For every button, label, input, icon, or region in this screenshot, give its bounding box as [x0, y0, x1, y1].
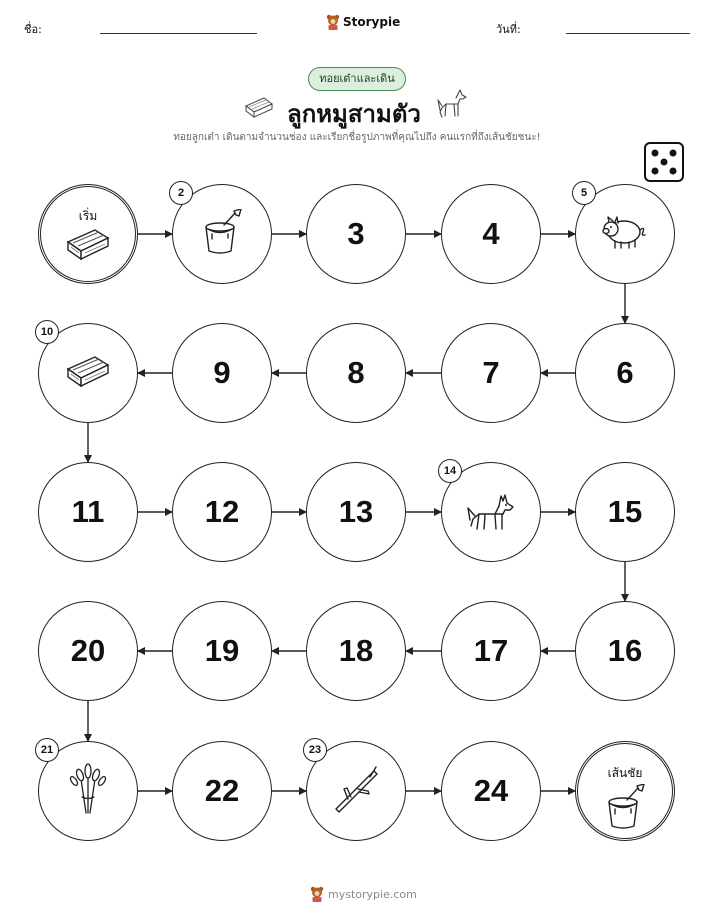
- cell-number: 16: [607, 633, 643, 668]
- cell-number: 6: [616, 355, 634, 390]
- board-cell-1: [38, 184, 138, 284]
- board-cell-10: [38, 323, 138, 423]
- cell-number-tag: 2: [169, 181, 193, 205]
- date-label: วันที่:: [496, 23, 521, 36]
- start-label: เริ่ม: [78, 209, 98, 223]
- cell-number-tag: 21: [35, 738, 59, 762]
- board-cell-11: [38, 462, 138, 562]
- board-cell-15: [575, 462, 675, 562]
- board-cell-25: [575, 741, 675, 841]
- board-cell-19: [172, 601, 272, 701]
- cell-number: 12: [204, 494, 240, 529]
- cell-number: 18: [338, 633, 374, 668]
- cell-number: 22: [204, 773, 240, 808]
- cell-number-tag: 14: [438, 459, 462, 483]
- cell-number-tag: 5: [572, 181, 596, 205]
- footer: [310, 886, 417, 902]
- mortar-bucket-icon: [603, 784, 647, 834]
- cell-number: 7: [482, 355, 500, 390]
- cell-number: 17: [473, 633, 509, 668]
- hay-bale-icon: [65, 354, 111, 392]
- board-cell-2: [172, 184, 272, 284]
- cell-number-tag: 10: [35, 320, 59, 344]
- board-cell-21: [38, 741, 138, 841]
- board-cell-18: [306, 601, 406, 701]
- board-cell-3: [306, 184, 406, 284]
- board-cell-12: [172, 462, 272, 562]
- board-cell-22: [172, 741, 272, 841]
- cell-number: 3: [347, 216, 365, 251]
- name-label: ชื่อ:: [24, 23, 42, 36]
- stick-icon: [330, 763, 382, 819]
- wolf-icon: [465, 486, 517, 538]
- game-instructions: ทอยลูกเต๋า เดินตามจำนวนช่อง และเรียกชื่อรูปภาพที่คุณไปถึง คนแรกที่ถึงเส้นชัยชนะ!: [173, 132, 541, 143]
- cell-number: 4: [482, 216, 500, 251]
- board-cell-13: [306, 462, 406, 562]
- game-type-badge: ทอยเต๋าและเดิน: [308, 67, 406, 91]
- cell-number: 20: [70, 633, 106, 668]
- hay-bale-icon: [65, 227, 111, 265]
- cell-number: 13: [338, 494, 374, 529]
- cell-number: 9: [213, 355, 231, 390]
- wheat-straw-icon: [68, 763, 108, 819]
- finish-label: เส้นชัย: [607, 766, 643, 780]
- board-cell-24: [441, 741, 541, 841]
- board-cell-16: [575, 601, 675, 701]
- board-cell-23: [306, 741, 406, 841]
- cell-number: 8: [347, 355, 365, 390]
- board-cell-5: [575, 184, 675, 284]
- cell-number: 24: [473, 773, 509, 808]
- mortar-bucket-icon: [200, 209, 244, 259]
- bear-mascot-icon: [310, 886, 324, 902]
- board-cell-17: [441, 601, 541, 701]
- board-cell-14: [441, 462, 541, 562]
- board-cell-6: [575, 323, 675, 423]
- board-cell-8: [306, 323, 406, 423]
- cell-number: 15: [607, 494, 643, 529]
- game-title: ลูกหมูสามตัว: [287, 100, 421, 128]
- board-cell-20: [38, 601, 138, 701]
- footer-site: mystorypie.com: [328, 887, 417, 901]
- brand-name: Storypie: [343, 15, 401, 29]
- board-cell-7: [441, 323, 541, 423]
- cell-number: 19: [204, 633, 240, 668]
- board-cell-4: [441, 184, 541, 284]
- cell-number: 11: [71, 494, 105, 529]
- board-cell-9: [172, 323, 272, 423]
- cell-number-tag: 23: [303, 738, 327, 762]
- pig-icon: [600, 212, 650, 256]
